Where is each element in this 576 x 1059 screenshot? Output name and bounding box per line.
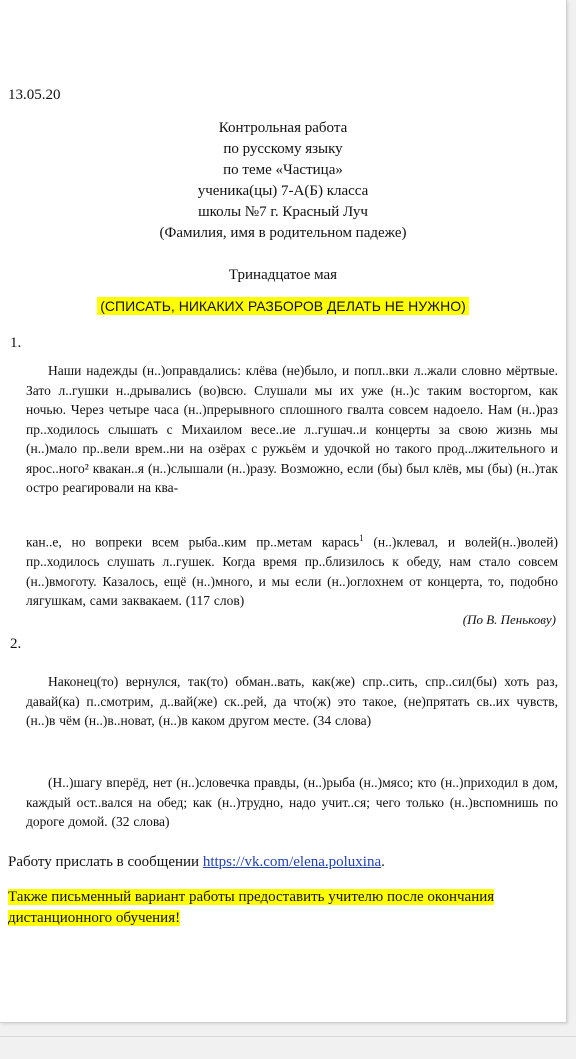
page-bottom-divider: [0, 1036, 576, 1037]
header-topic: по теме «Частица»: [223, 162, 343, 178]
task2-paragraph1: Наконец(то) вернулся, так(то) обман..вать, как(же) спр..сить, спр..сил(бы) хоть раз, давай(ка) п..смотрим, д..вай(же) ск..рей, да что(ж) это такое, (не)прятать св..их чувств, (н..)в чём (н..)в..новат, (н..)в каком другом месте. (34 слова): [26, 674, 558, 728]
task1-number: 1.: [10, 335, 22, 351]
task1-part2-end: (н..)клевал, и волей(н..)волей) пр..ходилось слушать л..гушек. Когда время пр..близилось к обеду, нам стало совсем (н..)вмоготу. Казалось, ещё (н..)много, и мы если (н..)оглохнем от концерта, то, подобно лягушкам, сами заквакаем. (117 слов): [26, 534, 558, 608]
send-instruction: [8, 854, 385, 871]
header-student-class: ученика(цы) 7-А(Б) класса: [197, 183, 369, 199]
task1-text-part2: [26, 529, 558, 611]
task1-part2-start: кан..е, но вопреки всем рыба..ким пр..метам карась: [26, 534, 360, 550]
footnote-marker: 1: [359, 533, 364, 543]
task1-text-part1: Наши надежды (н..)оправдались: клёва (не)было, и попл..вки л..жали словно мёртвые. Зато л..гушки н..дрывались (во)всю. Слушали мы их уже (н..)с таким восторгом, как ночью. Через четыре часа (н..)прерывного сплошного гвалта совсем надоело. Нам (н..)раз пр..ходилось слышать с Михаилом весе..ие л..гушач..и концерты за свою жизнь мы (н..)мало пр..вели врем..ни на озёрах с ружьём и удочкой но такого прод..лжительного и ярос..ного² квакан..я (н..)слышали (н..)разу. Возможно, если (бы) был клёв, мы (бы) (н..)так остро реагировали на ква-: [26, 363, 558, 495]
vk-link[interactable]: https://vk.com/elena.poluxina: [202, 854, 382, 870]
task1-source: (По В. Пенькову): [462, 612, 556, 627]
final-note: [8, 887, 556, 929]
header-title: Контрольная работа: [218, 120, 348, 136]
instruction-wrap: [0, 298, 566, 316]
document-header: [0, 118, 566, 244]
header-name-hint: (Фамилия, имя в родительном падеже): [159, 225, 407, 241]
send-period: .: [381, 854, 385, 870]
document-date: 13.05.20: [8, 87, 61, 103]
header-subject: по русскому языку: [223, 141, 343, 157]
instruction-highlight: (СПИСАТЬ, НИКАКИХ РАЗБОРОВ ДЕЛАТЬ НЕ НУЖНО): [97, 297, 469, 315]
dictation-title: Тринадцатое мая: [228, 267, 338, 283]
task2-paragraph2: (Н..)шагу вперёд, нет (н..)словечка правды, (н..)рыба (н..)мясо; кто (н..)приходил в дом, каждый ост..вался на обед; как (н..)трудно, надо учит..ся; чего только (н..)вспомнишь по дороге домой. (32 слова): [26, 775, 558, 829]
task2-number: 2.: [10, 636, 22, 652]
final-note-highlight: Также письменный вариант работы предоставить учителю после окончания дистанционного обучения!: [8, 889, 495, 926]
send-text: Работу прислать в сообщении: [8, 854, 203, 870]
header-school: школы №7 г. Красный Луч: [198, 204, 368, 220]
